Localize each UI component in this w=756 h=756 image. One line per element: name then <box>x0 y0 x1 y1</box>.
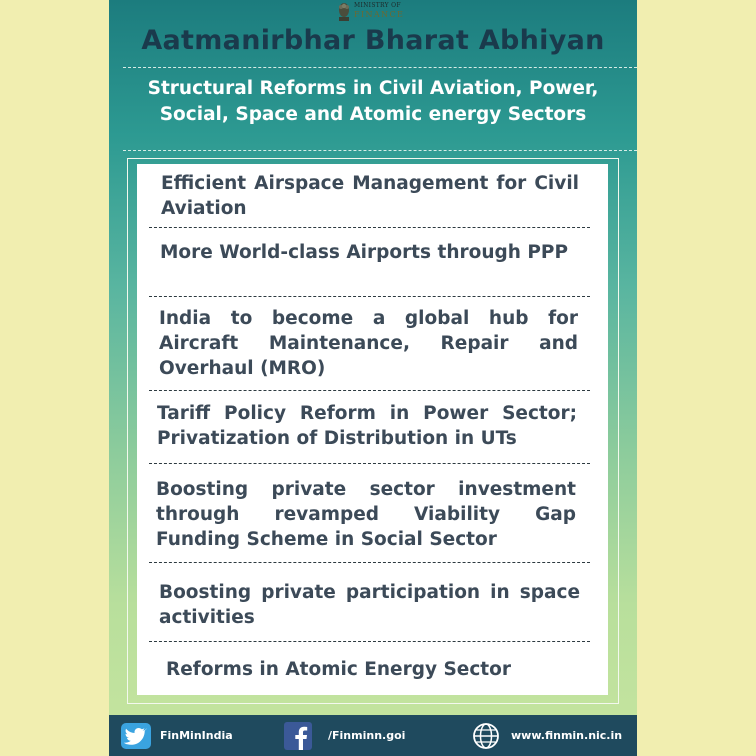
reform-item: More World-class Airports through PPP <box>160 242 569 263</box>
reform-item: Efficient Airspace Management for Civil Aviation <box>161 173 579 219</box>
twitter-handle-link[interactable]: FinMinIndia <box>160 729 233 742</box>
national-emblem-icon <box>337 2 351 22</box>
divider-top <box>123 67 637 68</box>
ministry-label: MINISTRY OF <box>354 2 401 9</box>
infographic-card <box>109 0 637 756</box>
website-link[interactable]: www.finmin.nic.in <box>511 729 623 742</box>
page-title: Aatmanirbhar Bharat Abhiyan <box>141 25 605 56</box>
item-separator <box>149 390 590 391</box>
finance-label: FINANCE <box>354 10 405 19</box>
item-separator <box>149 296 590 297</box>
reform-item: Boosting private participation in space activities <box>159 582 580 628</box>
subtitle-line-1: Structural Reforms in Civil Aviation, Power, <box>147 78 599 99</box>
globe-icon[interactable] <box>471 722 501 750</box>
reform-item: Tariff Policy Reform in Power Sector; Privatization of Distribution in UTs <box>157 403 577 449</box>
divider-bottom <box>123 150 637 151</box>
reform-item: India to become a global hub for Aircraft Maintenance, Repair and Overhaul (MRO) <box>159 308 578 379</box>
facebook-page-link[interactable]: /Finminn.goi <box>328 729 406 742</box>
item-separator <box>149 463 590 464</box>
facebook-icon[interactable] <box>283 722 313 750</box>
reforms-panel <box>137 164 608 695</box>
item-separator <box>149 227 590 228</box>
page-subtitle <box>109 76 637 128</box>
item-separator <box>149 562 590 563</box>
item-separator <box>149 641 590 642</box>
reform-item: Boosting private sector investment through revamped Viability Gap Funding Scheme in Social Sector <box>156 479 576 550</box>
footer-bar <box>109 715 637 756</box>
ministry-logo <box>337 2 404 22</box>
twitter-icon[interactable] <box>121 722 151 750</box>
reform-item: Reforms in Atomic Energy Sector <box>166 659 511 680</box>
subtitle-line-2: Social, Space and Atomic energy Sectors <box>159 104 587 125</box>
